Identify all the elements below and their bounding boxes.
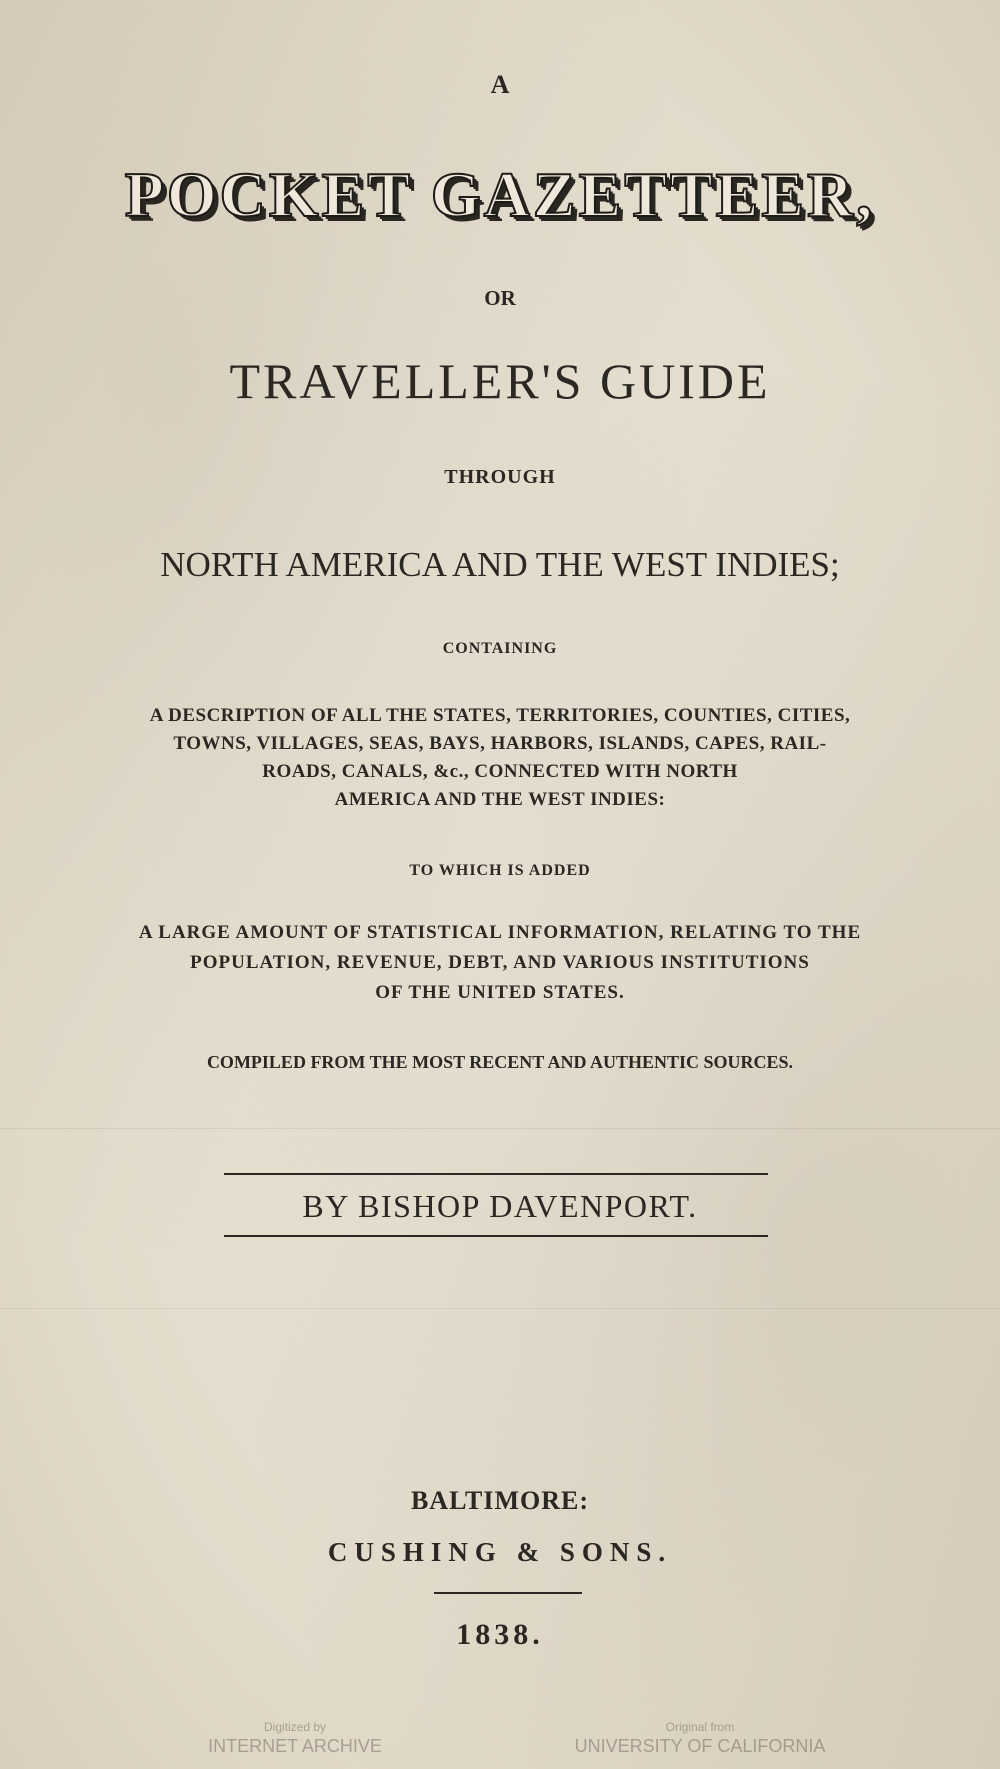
author-line: BY BISHOP DAVENPORT. [302,1188,698,1224]
bleed-through-line [0,1308,1000,1309]
description-line: AMERICA AND THE WEST INDIES: [334,789,666,810]
containing-label: CONTAINING [442,640,558,657]
publisher-name: CUSHING & SONS. [327,1537,673,1567]
conjunction-or: OR [484,286,516,310]
watermark-caption: Digitized by [263,1720,327,1734]
main-title: POCKET GAZETTEER, [124,159,876,230]
description-line: TOWNS, VILLAGES, SEAS, BAYS, HARBORS, ISLANDS, CAPES, RAIL- [173,733,827,754]
through-label: THROUGH [444,466,556,488]
watermark-name: UNIVERSITY OF CALIFORNIA [574,1736,826,1756]
source-watermark [570,1720,830,1757]
publication-year: 1838. [456,1618,544,1651]
statistics-line: A LARGE AMOUNT OF STATISTICAL INFORMATION, RELATING TO THE [138,922,862,943]
article-a: A [490,70,510,99]
imprint-rule [434,1592,582,1594]
description-block [0,702,1000,814]
statistics-line: POPULATION, REVENUE, DEBT, AND VARIOUS INSTITUTIONS [190,952,810,973]
author-rule-bottom [224,1235,768,1237]
description-line: A DESCRIPTION OF ALL THE STATES, TERRITORIES, COUNTIES, CITIES, [149,705,851,726]
description-line: ROADS, CANALS, &c., CONNECTED WITH NORTH [262,761,738,782]
subtitle: TRAVELLER'S GUIDE [229,353,771,409]
author-rule-top [224,1173,768,1175]
statistics-block [0,918,1000,1008]
bleed-through-line [0,1128,1000,1129]
added-label: TO WHICH IS ADDED [409,862,591,879]
publication-city: BALTIMORE: [410,1486,590,1515]
statistics-line: OF THE UNITED STATES. [375,982,625,1003]
watermark-caption: Original from [665,1720,735,1734]
digitizer-watermark [190,1720,400,1757]
region-line: NORTH AMERICA AND THE WEST INDIES; [160,545,840,584]
watermark-name: INTERNET ARCHIVE [208,1736,382,1756]
compiled-note: COMPILED FROM THE MOST RECENT AND AUTHENTIC SOURCES. [206,1052,794,1072]
